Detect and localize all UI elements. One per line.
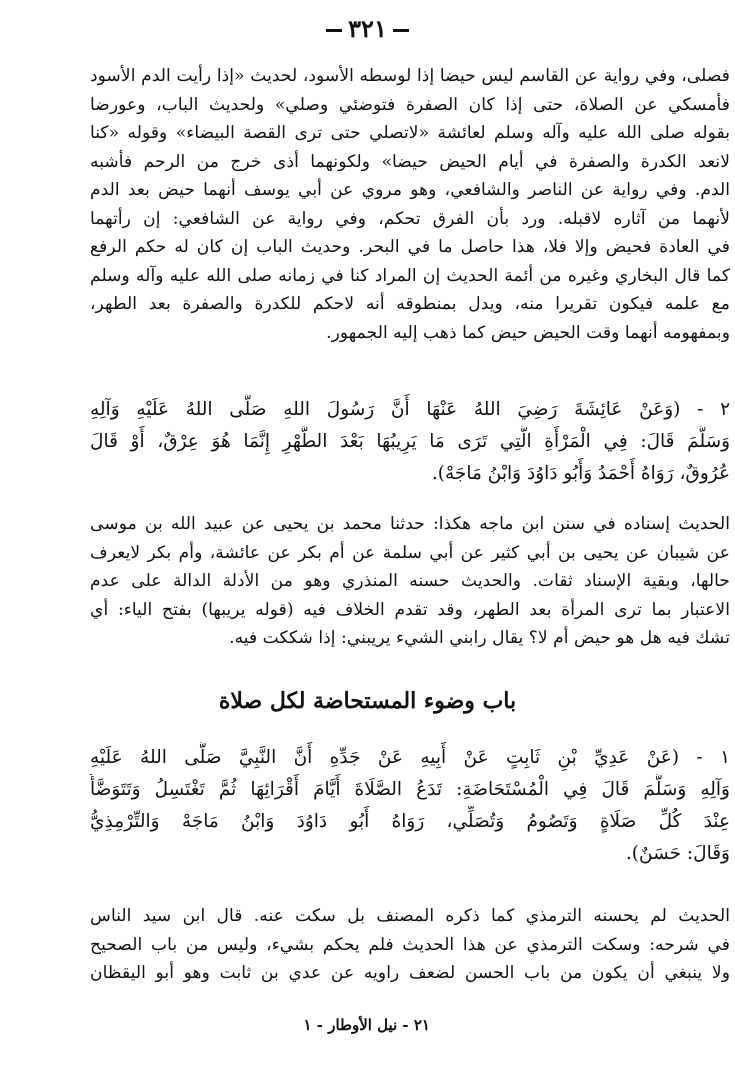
hadith-line: ٢ - (وَعَنْ عَائِشَةَ رَضِيَ اللهُ عَنْهَا أَنَّ رَسُولَ اللهِ صَلَّى اللهُ عَلَيْهِ وَآلِهِ xyxy=(90,399,730,420)
text-line: الاعتبار بما ترى المرأة بعد الطهر، وقد تقدم الخلاف فيه (قوله يريبها) بفتح الياء: أي xyxy=(90,599,730,620)
text-line: الدم. وفي رواية عن الناصر والشافعي، وهو مروي عن أبي يوسف أنهما حيض بعد الدم xyxy=(90,180,730,200)
text-line: فصلى، وفي رواية عن القاسم ليس حيضا إذا لوسطه الأسود، لحديث «إذا رأيت الدم الأسود xyxy=(90,66,730,86)
page-number: ٣٢١ xyxy=(348,14,387,43)
header-dash-left xyxy=(326,29,342,32)
text-line: مع علمه فيكون تقريرا منه، ويدل بمنطوقه أنه لاحكم للكدرة والصفرة بعد الطهر، xyxy=(90,294,730,314)
hadith-1-block xyxy=(90,742,730,870)
text-line: في العادة فحيض وإلا فلا، هذا حاصل ما في البحر. وحديث الباب إن كان له حكم الرفع xyxy=(90,237,730,257)
page-footer: ٢١ - نيل الأوطار - ١ xyxy=(303,1016,430,1034)
text-line: ولا ينبغي أن يكون من باب الحسن لضعف راويه عن عدي بن ثابت وهو أبو اليقظان xyxy=(90,963,730,983)
hadith-line: وَسَلَّمَ قَالَ: فِي الْمَرْأَةِ الَّتِي تَرَى مَا يَرِيبُهَا بَعْدَ الطُّهْرِ إِنَّمَا هُوَ عِرْقٌ، أَوْ قَالَ xyxy=(90,431,730,452)
text-line: عن شيبان عن يحيى بن أبي كثير عن أبي سلمة عن أم بكر عن عائشة، وأم بكر لايعرف xyxy=(90,542,730,563)
text-line: كما قال البخاري وغيره من أئمة الحديث إن المراد كنا في زمانه صلى الله عليه وآله وسلم xyxy=(90,265,730,286)
text-line: فأمسكي عن الصلاة، حتى إذا كان الصفرة فتوضئي وصلي» ولحديث الباب، وعورضا xyxy=(90,94,730,115)
text-line: لأنهما من آثاره لاقبله. ورد بأن الفرق تحكم، وفي رواية عن الشافعي: إن رأتهما xyxy=(90,208,730,229)
text-line: وبمفهومه أنهما وقت الحيض حيض كما ذهب إليه الجمهور. xyxy=(326,322,730,343)
text-line: تشك فيه هل هو حيض أم لا؟ يقال رابني الشيء يريبني: إذا شككت فيه. xyxy=(229,628,730,648)
hadith-line: عُرُوقٌ، رَوَاهُ أَحْمَدُ وَأَبُو دَاوُدَ وَابْنُ مَاجَهْ). xyxy=(431,463,730,484)
commentary-block-2 xyxy=(90,510,730,653)
header-dash-right xyxy=(393,29,409,32)
hadith-line: ١ - (عَنْ عَدِيِّ بْنِ ثَابِتٍ عَنْ أَبِيهِ عَنْ جَدِّهِ أَنَّ النَّبِيَّ صَلَّى اللهُ عَلَيْهِ xyxy=(90,747,730,768)
hadith-line: عِنْدَ كُلِّ صَلَاةٍ وَتَصُومُ وَتُصَلِّي، رَوَاهُ أَبُو دَاوُدَ وَابْنُ مَاجَهْ وَالتِّرْمِذِيُّ xyxy=(90,811,730,832)
commentary-block-1 xyxy=(90,62,730,347)
page-header xyxy=(0,14,735,43)
hadith-line: وَآلِهِ وَسَلَّمَ قَالَ فِي الْمُسْتَحَاضَةِ: تَدَعُ الصَّلَاةَ أَيَّامَ أَقْرَائِهَا ثُمَّ تَغْتَسِلُ وَتَتَوَضَّأُ xyxy=(90,779,730,800)
hadith-line: وَقَالَ: حَسَنٌ). xyxy=(625,843,730,864)
text-line: لانعد الكدرة والصفرة في أيام الحيض حيضا» ولكونهما أذى خرج من الرحم فأشبه xyxy=(90,151,730,172)
text-line: الحديث إسناده في سنن ابن ماجه هكذا: حدثنا محمد بن يحيى عن عبيد الله بن موسى xyxy=(90,514,730,534)
text-line: الحديث لم يحسنه الترمذي كما ذكره المصنف بل سكت عنه. قال ابن سيد الناس xyxy=(90,906,730,926)
text-line: في شرحه: وسكت الترمذي عن هذا الحديث فلم يحكم بشيء، وليس من باب الصحيح xyxy=(90,934,730,955)
text-line: حالها، وبقية الإسناد ثقات. والحديث حسنه المنذري وهو من الأدلة الدالة على عدم xyxy=(90,571,730,591)
commentary-block-3 xyxy=(90,902,730,988)
text-line: بقوله صلى الله عليه وآله وسلم لعائشة «لاتصلي حتى ترى القصة البيضاء» وقوله «كنا xyxy=(90,123,730,143)
hadith-2-block xyxy=(90,394,730,490)
section-title: باب وضوء المستحاضة لكل صلاة xyxy=(218,688,517,714)
